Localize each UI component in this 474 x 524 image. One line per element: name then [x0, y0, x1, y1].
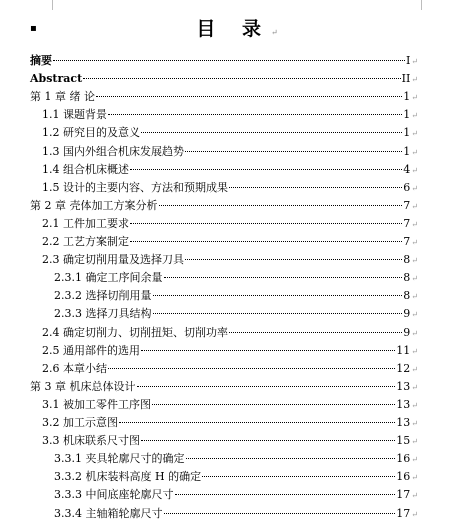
toc-entry-label: 2.3.2 选择切削用量 [54, 289, 152, 303]
toc-leader-dots [108, 114, 402, 115]
toc-page-number: 1 [403, 126, 411, 140]
toc-entry-label: 3.1 被加工零件工序图 [42, 397, 151, 411]
toc-page-number: 15 [396, 434, 411, 448]
paragraph-mark: ↵ [411, 437, 418, 447]
paragraph-mark: ↵ [411, 364, 418, 374]
toc-entry-label: 2.3 确定切削用量及选择刀具 [42, 253, 184, 267]
margin-marker-left [52, 0, 53, 10]
toc-entry-label: 3.3.2 机床装料高度 H 的确定 [54, 470, 202, 484]
toc-leader-dots [137, 386, 396, 387]
paragraph-mark: ↵ [411, 328, 418, 338]
toc-page-number: 8 [403, 253, 411, 267]
toc-page-number: 13 [396, 379, 411, 393]
toc-entry[interactable] [54, 468, 418, 486]
paragraph-mark: ↵ [411, 201, 418, 211]
toc-page-number: 7 [403, 198, 411, 212]
toc-entry-label: 2.5 通用部件的选用 [42, 343, 140, 357]
toc-leader-dots [96, 96, 402, 97]
paragraph-mark: ↵ [411, 165, 418, 175]
toc-leader-dots [185, 259, 402, 260]
paragraph-mark: ↵ [411, 111, 418, 121]
toc-entry[interactable] [42, 106, 418, 124]
toc-entry-label: 第 3 章 机床总体设计 [30, 379, 136, 393]
toc-entry-label: 3.3.1 夹具轮廓尺寸的确定 [54, 452, 185, 466]
toc-leader-dots [130, 223, 402, 224]
toc-page-number: 13 [396, 416, 411, 429]
toc-entry-label: 摘要 [30, 54, 52, 67]
toc-entry[interactable] [54, 450, 418, 468]
toc-page-number: 16 [396, 452, 411, 466]
toc-entry-label: 1.2 研究目的及意义 [42, 126, 140, 140]
toc-entry-label: 第 1 章 绪 论 [30, 90, 95, 104]
toc-entry-label: 2.3.3 选择刀具结构 [54, 307, 152, 321]
toc-leader-dots [53, 60, 405, 61]
toc-entry-label: 3.3 机床联系尺寸图 [42, 434, 140, 448]
toc-entry[interactable] [54, 287, 418, 305]
toc-entry[interactable] [42, 215, 418, 233]
toc-leader-dots [164, 513, 396, 514]
toc-entry[interactable] [42, 124, 418, 142]
margin-marker-right [421, 0, 422, 10]
toc-page-number: 7 [403, 216, 411, 230]
toc-page-number: 13 [396, 397, 411, 411]
toc-page-number: 4 [403, 162, 411, 176]
toc-page-number: 16 [396, 470, 411, 484]
paragraph-mark: ↵ [411, 382, 418, 392]
paragraph-mark: ↵ [411, 292, 418, 302]
toc-entry[interactable] [30, 378, 418, 396]
toc-entry[interactable] [42, 342, 418, 360]
paragraph-mark: ↵ [411, 473, 418, 483]
toc-entry[interactable] [42, 396, 418, 414]
paragraph-mark: ↵ [411, 75, 418, 85]
toc-entry[interactable] [42, 179, 418, 197]
toc-entry[interactable] [30, 197, 418, 215]
toc-entry-label: 2.3.1 确定工序间余量 [54, 271, 163, 285]
toc-leader-dots [130, 241, 402, 242]
toc-page-number: 7 [403, 235, 411, 248]
toc-entry-label: 2.4 确定切削力、切削扭矩、切削功率 [42, 325, 228, 339]
toc-entry-label: 3.3.3 中间底座轮廓尺寸 [54, 488, 174, 502]
toc-page-number: 1 [403, 144, 411, 158]
paragraph-mark: ↵ [411, 491, 418, 501]
toc-entry[interactable] [54, 486, 418, 504]
paragraph-mark: ↵ [411, 57, 418, 66]
toc-page-number: 1 [403, 90, 411, 104]
toc-page-number: 1 [403, 108, 411, 122]
toc-entry-label: 2.6 本章小结 [42, 361, 107, 375]
paragraph-mark: ↵ [411, 256, 418, 266]
toc-page-number: 6 [403, 180, 411, 194]
paragraph-mark: ↵ [411, 183, 418, 193]
paragraph-mark: ↵ [411, 509, 418, 519]
toc-entry[interactable] [54, 505, 418, 523]
toc-page-number: 8 [403, 271, 411, 285]
toc-entry-label: 第 2 章 壳体加工方案分析 [30, 198, 158, 212]
toc-leader-dots [141, 350, 395, 351]
toc-entry[interactable] [42, 143, 418, 161]
paragraph-mark: ↵ [411, 346, 418, 356]
toc-entry-label: 1.1 课题背景 [42, 108, 107, 122]
toc-leader-dots [108, 368, 395, 369]
paragraph-mark: ↵ [411, 455, 418, 465]
toc-entry-label: 3.3.4 主轴箱轮廓尺寸 [54, 506, 163, 520]
paragraph-mark: ↵ [411, 274, 418, 284]
toc-entry[interactable] [30, 70, 418, 88]
toc-leader-dots [164, 277, 403, 278]
toc-leader-dots [229, 187, 402, 188]
toc-entry[interactable] [42, 414, 418, 432]
toc-page-number: 17 [396, 488, 411, 502]
toc-leader-dots [186, 458, 396, 459]
paragraph-mark: ↵ [411, 129, 418, 139]
toc-entry[interactable] [42, 324, 418, 342]
toc-entry-label: 2.1 工件加工要求 [42, 216, 129, 230]
toc-page-number: 12 [396, 361, 411, 375]
paragraph-mark: ↵ [411, 219, 418, 229]
toc-entry[interactable] [42, 432, 418, 450]
page-title [0, 14, 474, 41]
toc-leader-dots [202, 476, 395, 477]
toc-entry[interactable] [30, 52, 418, 70]
toc-leader-dots [141, 132, 402, 133]
toc-leader-dots [153, 313, 403, 314]
toc-leader-dots [141, 440, 395, 441]
toc-leader-dots [119, 422, 395, 423]
toc-entry-label: 3.2 加工示意图 [42, 416, 118, 429]
toc-page-number: I [405, 54, 411, 67]
toc-entry[interactable] [42, 360, 418, 378]
toc-entry-label: Abstract [30, 72, 83, 86]
toc-leader-dots [83, 78, 400, 79]
toc-leader-dots [152, 404, 395, 405]
toc-page-number: 9 [403, 325, 411, 339]
toc-page-number: 9 [403, 307, 411, 321]
toc-page-number: 8 [403, 289, 411, 303]
paragraph-mark: ↵ [411, 419, 418, 428]
toc-leader-dots [159, 205, 403, 206]
paragraph-mark: ↵ [411, 310, 418, 320]
toc-entry[interactable] [42, 233, 418, 251]
paragraph-mark: ↵ [411, 147, 418, 157]
list-bullet: ▪ [30, 23, 37, 34]
toc-entry-label: 1.3 国内外组合机床发展趋势 [42, 144, 184, 158]
toc-leader-dots [175, 494, 396, 495]
toc-entry-label: 2.2 工艺方案制定 [42, 235, 129, 248]
toc-leader-dots [130, 169, 402, 170]
toc-page-number: II [401, 72, 411, 86]
paragraph-mark: ↵ [411, 238, 418, 247]
toc-entry[interactable] [54, 269, 418, 287]
toc-leader-dots [153, 295, 403, 296]
paragraph-mark: ↵ [411, 400, 418, 410]
paragraph-mark: ↵ [411, 93, 418, 103]
toc-page-number: 11 [396, 343, 411, 357]
toc-entry[interactable] [42, 251, 418, 269]
paragraph-mark: ↵ [270, 28, 278, 37]
toc-leader-dots [229, 332, 402, 333]
page-title-text: 目 录 [196, 18, 271, 40]
toc-entry[interactable] [30, 88, 418, 106]
toc-page-number: 17 [396, 506, 411, 520]
toc-entry-label: 1.5 设计的主要内容、方法和预期成果 [42, 180, 228, 194]
toc-entry-label: 1.4 组合机床概述 [42, 162, 129, 176]
toc-entry[interactable] [42, 161, 418, 179]
toc-leader-dots [185, 151, 402, 152]
toc-entry[interactable] [54, 305, 418, 323]
